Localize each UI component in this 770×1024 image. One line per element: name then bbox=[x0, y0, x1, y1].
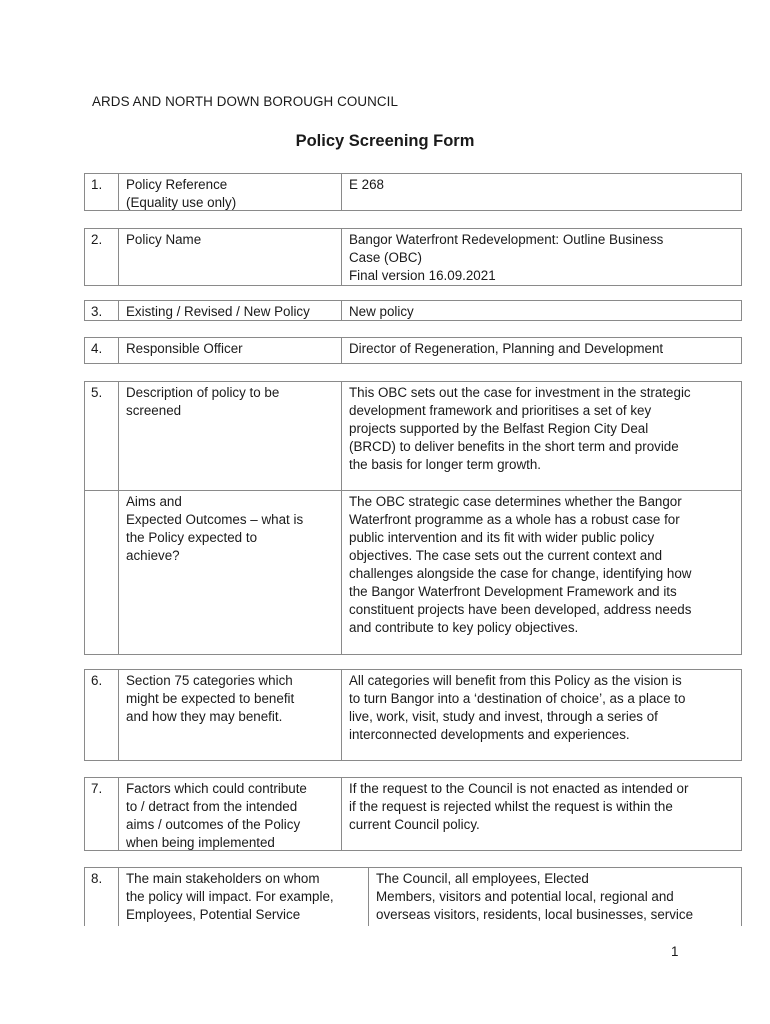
table-row bbox=[85, 229, 741, 285]
table-row bbox=[85, 670, 741, 760]
table-row bbox=[85, 382, 741, 490]
row-value: All categories will benefit from this Policy as the vision is to turn Bangor into a ‘destination of choice’, as a place to live, work, visit, study and invest, through a series of interconnected developments and experiences. bbox=[349, 673, 686, 742]
table-row bbox=[85, 868, 741, 926]
row-number: 8. bbox=[85, 868, 119, 926]
table-row bbox=[85, 174, 741, 210]
policy-reference-table bbox=[84, 173, 742, 211]
row-value: If the request to the Council is not enacted as intended or if the request is rejected whilst the request is within the current Council policy. bbox=[349, 781, 689, 832]
row-label: Policy Name bbox=[119, 229, 342, 285]
row-number: 1. bbox=[85, 174, 119, 210]
factors-table bbox=[84, 777, 742, 851]
row-number: 5. bbox=[85, 382, 119, 490]
row-number bbox=[85, 491, 119, 654]
row-number: 2. bbox=[85, 229, 119, 285]
row-value: The Council, all employees, Elected Members, visitors and potential local, regional and overseas visitors, residents, local businesses, service bbox=[376, 871, 694, 922]
page-number: 1 bbox=[671, 944, 679, 959]
table-row bbox=[85, 301, 741, 320]
row-value: E 268 bbox=[349, 177, 384, 192]
row-label: Responsible Officer bbox=[119, 338, 342, 363]
row-value: Director of Regeneration, Planning and Development bbox=[349, 341, 664, 356]
row-label: Factors which could contribute to / detract from the intended aims / outcomes of the Policy when being implemented bbox=[119, 778, 342, 850]
row-number: 6. bbox=[85, 670, 119, 760]
row-label: Policy Reference (Equality use only) bbox=[119, 174, 342, 210]
row-label: Existing / Revised / New Policy bbox=[119, 301, 342, 320]
responsible-officer-table bbox=[84, 337, 742, 364]
table-row bbox=[85, 778, 741, 850]
form-title: Policy Screening Form bbox=[295, 132, 475, 150]
policy-type-table bbox=[84, 300, 742, 321]
council-name: ARDS AND NORTH DOWN BOROUGH COUNCIL bbox=[92, 94, 399, 109]
row-label: Description of policy to be screened bbox=[119, 382, 342, 490]
section-75-table bbox=[84, 669, 742, 761]
row-label: The main stakeholders on whom the policy will impact. For example, Employees, Potential Service bbox=[119, 868, 369, 926]
policy-name-table bbox=[84, 228, 742, 286]
stakeholders-table bbox=[84, 867, 742, 926]
row-value: New policy bbox=[349, 304, 414, 319]
row-number: 4. bbox=[85, 338, 119, 363]
table-row bbox=[85, 490, 741, 654]
row-value: Bangor Waterfront Redevelopment: Outline Business Case (OBC) Final version 16.09.2021 bbox=[349, 232, 664, 283]
row-value: This OBC sets out the case for investment in the strategic development framework and prioritises a set of key projects supported by the Belfast Region City Deal (BRCD) to deliver benefits in the short term and provide the basis for longer term growth. bbox=[349, 385, 691, 472]
row-label: Aims and Expected Outcomes – what is the Policy expected to achieve? bbox=[119, 491, 342, 654]
row-value: The OBC strategic case determines whether the Bangor Waterfront programme as a whole has a robust case for public intervention and its fit with wider public policy objectives. The case sets out the current context and challenges alongside the case for change, identifying how the Bangor Waterfront Development Framework and its constituent projects have been developed, address needs and contribute to key policy objectives. bbox=[349, 494, 692, 635]
row-number: 3. bbox=[85, 301, 119, 320]
table-row bbox=[85, 338, 741, 363]
row-label: Section 75 categories which might be expected to benefit and how they may benefit. bbox=[119, 670, 342, 760]
row-number: 7. bbox=[85, 778, 119, 850]
policy-description-table bbox=[84, 381, 742, 655]
